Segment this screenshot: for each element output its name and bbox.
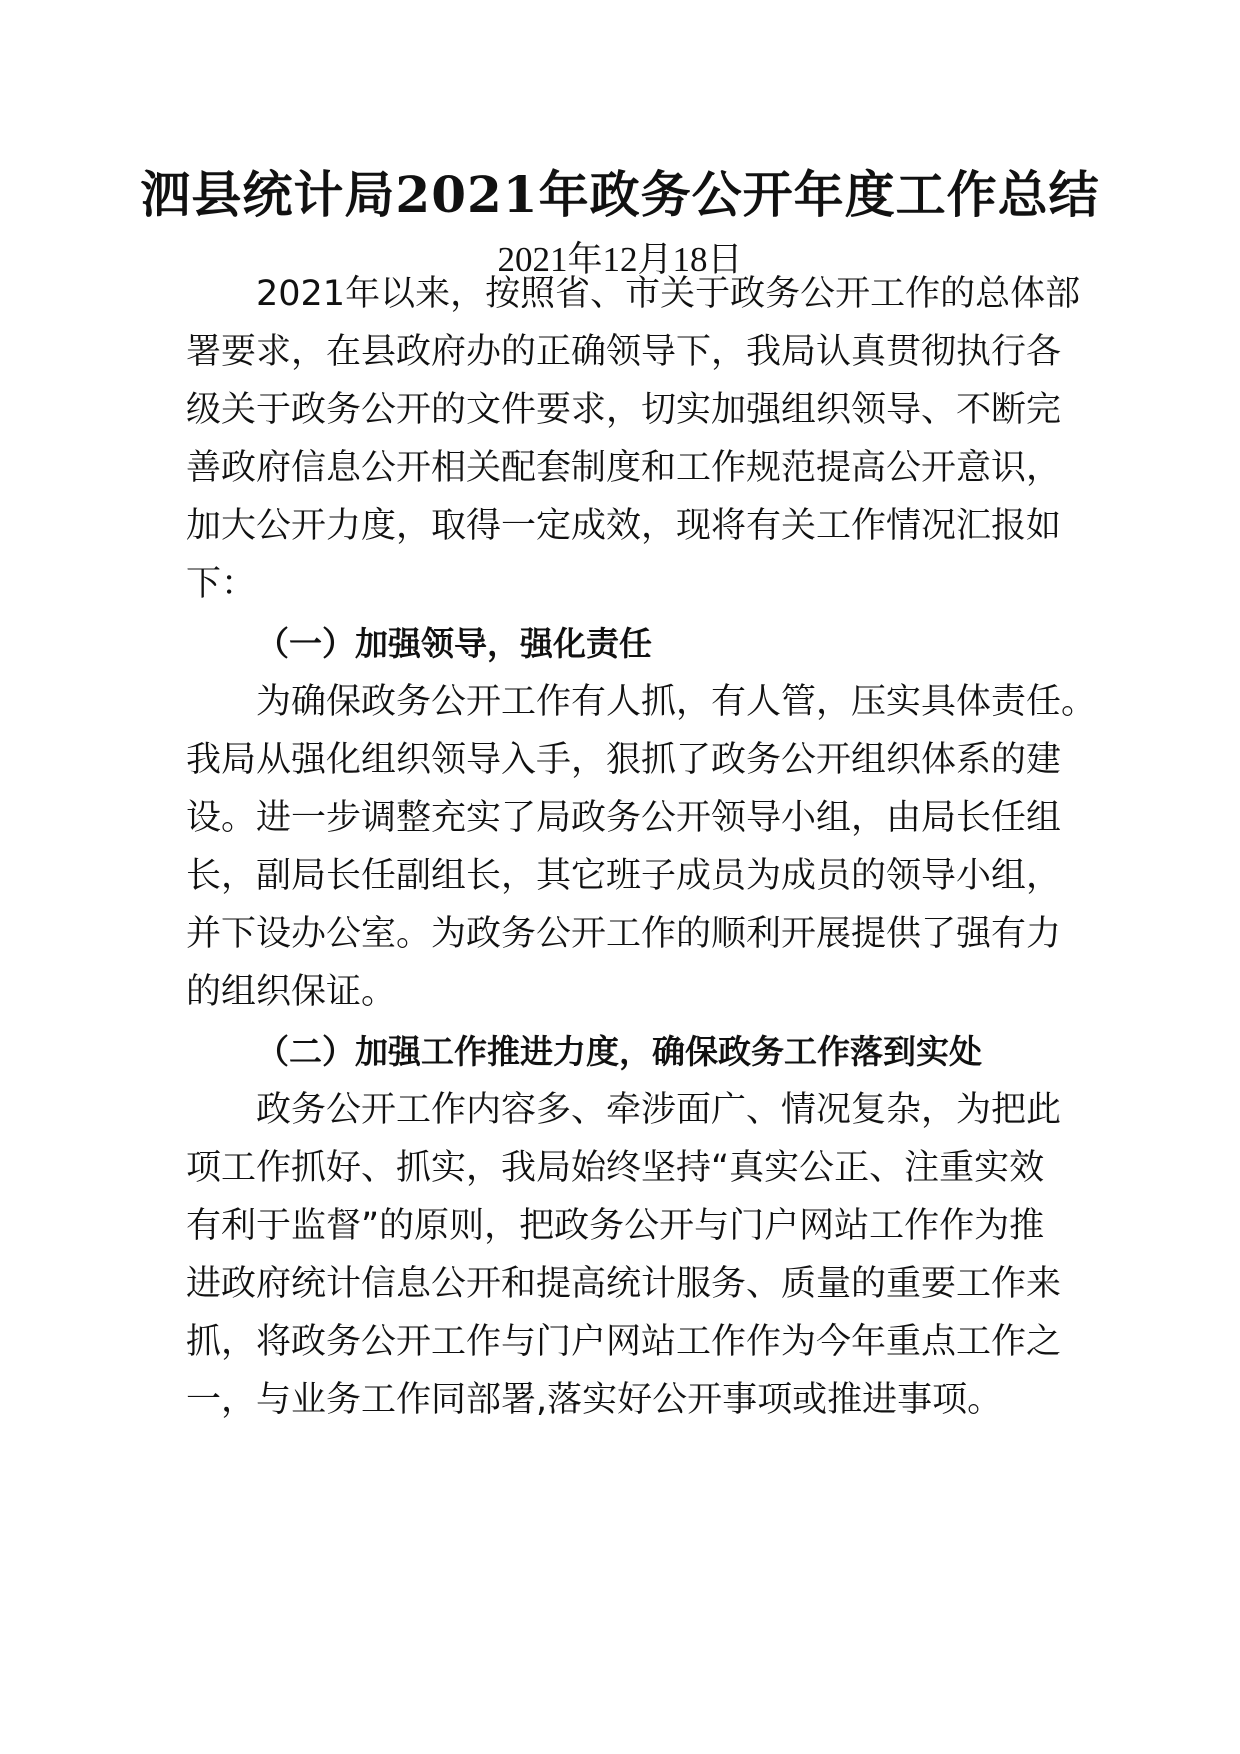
intro-line-4: 善政府信息公开相关配套制度和工作规范提高公开意识， — [186, 448, 1062, 488]
document-title: 泗县统计局2021年政务公开年度工作总结 — [140, 165, 1100, 224]
intro-line-5: 加大公开力度，取得一定成效，现将有关工作情况汇报如 — [186, 506, 1062, 546]
intro-line-3: 级关于政务公开的文件要求，切实加强组织领导、不断完 — [186, 390, 1062, 430]
section-2-line-2: 项工作抓好、抓实，我局始终坚持“真实公正、注重实效 — [186, 1148, 1045, 1188]
section-2-heading: （二）加强工作推进力度，确保政务工作落到实处 — [256, 1032, 982, 1071]
section-2-line-5: 抓，将政务公开工作与门户网站工作作为今年重点工作之 — [186, 1322, 1062, 1362]
section-1-line-4: 长，副局长任副组长，其它班子成员为成员的领导小组， — [186, 856, 1062, 896]
section-1-line-3: 设。进一步调整充实了局政务公开领导小组，由局长任组 — [186, 798, 1062, 838]
section-2-line-1: 政务公开工作内容多、牵涉面广、情况复杂，为把此 — [256, 1090, 1062, 1130]
document-date: 2021年12月18日 — [497, 240, 743, 279]
section-2-line-3: 有利于监督”的原则，把政务公开与门户网站工作作为推 — [186, 1206, 1045, 1246]
section-1-line-6: 的组织保证。 — [186, 972, 397, 1012]
section-1-line-2: 我局从强化组织领导入手，狠抓了政务公开组织体系的建 — [186, 740, 1062, 780]
intro-line-1: 2021年以来，按照省、市关于政务公开工作的总体部 — [256, 274, 1081, 314]
section-1-line-1: 为确保政务公开工作有人抓，有人管，压实具体责任。 — [256, 682, 1097, 722]
section-1-line-5: 并下设办公室。为政务公开工作的顺利开展提供了强有力 — [186, 914, 1062, 954]
intro-line-2: 署要求，在县政府办的正确领导下，我局认真贯彻执行各 — [186, 332, 1062, 372]
section-2-line-6: 一，与业务工作同部署,落实好公开事项或推进事项。 — [186, 1380, 1003, 1420]
section-1-heading: （一）加强领导，强化责任 — [256, 624, 652, 663]
intro-line-6: 下： — [186, 564, 257, 604]
section-2-line-4: 进政府统计信息公开和提高统计服务、质量的重要工作来 — [186, 1264, 1062, 1304]
